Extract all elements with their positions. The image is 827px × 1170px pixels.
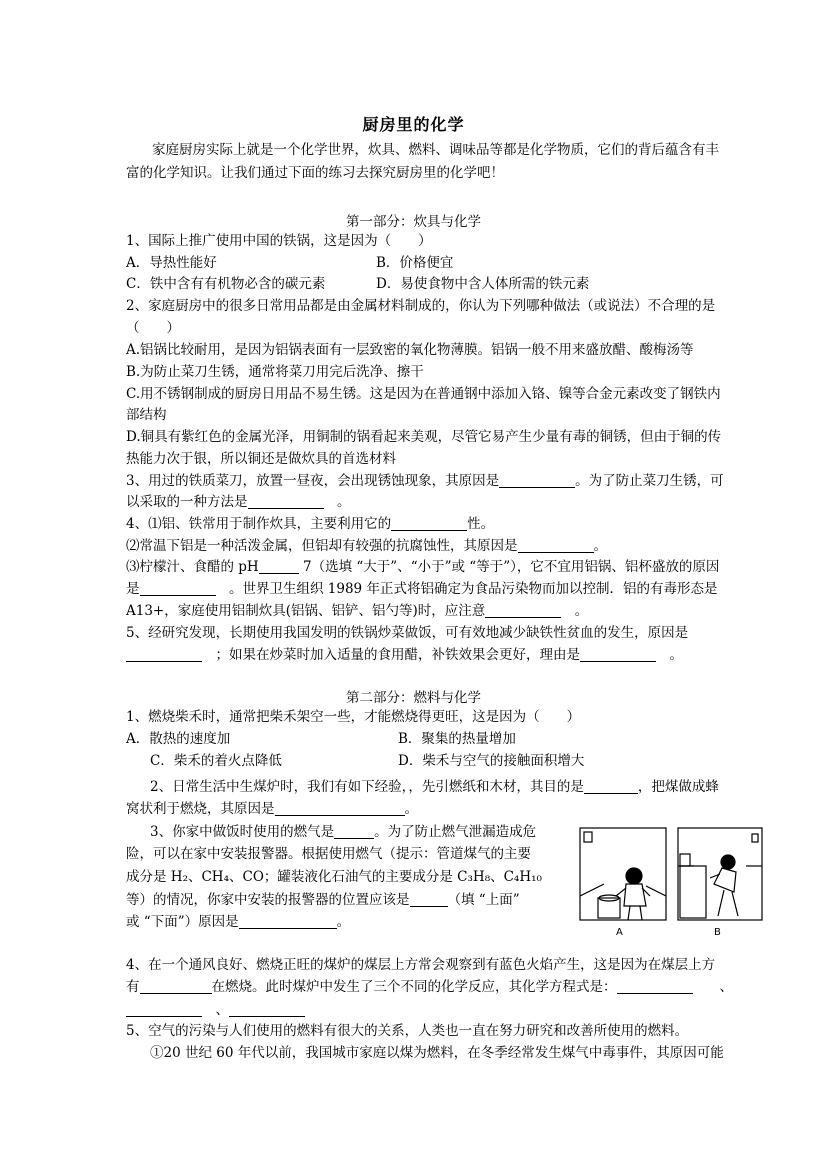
answer-blank[interactable] xyxy=(391,516,467,531)
p2-q1-option-d: D．柴禾与空气的接触面积增大 xyxy=(398,753,585,769)
answer-blank[interactable] xyxy=(140,581,216,596)
answer-blank[interactable] xyxy=(499,473,575,488)
p1-question-4-line3: ⑶柠檬汁、食醋的 pH 7（选填 “大于”、“小于”或 “等于”），它不宜用铝锅、铝杯盛放的原因 xyxy=(126,559,720,575)
p1-question-4-line5: A13+，家庭使用铝制炊具(铝锅、铝铲、铝勺等)时，应注意 。 xyxy=(126,603,589,619)
p1-q2-option-c-line2: 部结构 xyxy=(126,407,167,423)
p2-question-3-line5: 或 “下面”）原因是 。 xyxy=(126,914,351,930)
p1-q1-option-c: C．铁中含有有机物必含的碳元素 xyxy=(126,276,326,292)
p1-q2-paren: （ ） xyxy=(126,320,180,336)
answer-blank[interactable] xyxy=(259,559,299,574)
answer-blank[interactable] xyxy=(140,979,212,994)
p2-question-3-line3: 成分是 H₂、CH₄、CO；罐装液化石油气的主要成分是 C₃H₈、C₄H₁₀ xyxy=(126,869,542,885)
p2-q1-option-a: A．散热的速度加 xyxy=(126,731,231,747)
p1-q1-option-b: B．价格便宜 xyxy=(376,255,454,271)
p1-question-4-line2: ⑵常温下铝是一种活泼金属，但铝却有较强的抗腐蚀性，其原因是 。 xyxy=(126,538,607,554)
answer-blank[interactable] xyxy=(275,801,405,816)
p1-q1-option-a: A．导热性能好 xyxy=(126,255,217,271)
answer-blank[interactable] xyxy=(229,1002,305,1017)
part1-heading: 第一部分：炊具与化学 xyxy=(346,214,481,230)
answer-blank[interactable] xyxy=(485,603,561,618)
answer-blank[interactable] xyxy=(334,824,374,839)
part2-heading: 第二部分：燃料与化学 xyxy=(346,690,481,706)
p2-q1-option-c: C．柴禾的着火点降低 xyxy=(150,753,282,769)
answer-blank[interactable] xyxy=(410,892,448,907)
p2-q1-option-b: B．聚集的热量增加 xyxy=(398,731,516,747)
p1-q2-option-c-line1: C.用不锈钢制成的厨房日用品不易生锈。这是因为在普通钢中添加入铬、镍等合金元素改变了钢铁内 xyxy=(126,386,721,402)
p1-question-5-line1: 5、经研究发现，长期使用我国发明的铁锅炒菜做饭，可有效地减少缺铁性贫血的发生，原因是 xyxy=(126,625,689,641)
p2-question-4-line2: 有 在燃烧。此时煤炉中发生了三个不同的化学反应，其化学方程式是： 、 xyxy=(126,979,733,995)
page-title: 厨房里的化学 xyxy=(362,115,465,134)
p2-question-2-line2: 窝状利于燃烧，其原因是 。 xyxy=(126,801,418,817)
answer-blank[interactable] xyxy=(239,914,337,929)
answer-blank[interactable] xyxy=(518,538,594,553)
p1-question-4-line4: 是 。世界卫生组织 1989 年正式将铝确定为食品污染物而加以控制．铝的有毒形态是 xyxy=(126,581,718,597)
answer-blank[interactable] xyxy=(584,779,638,794)
answer-blank[interactable] xyxy=(126,1002,202,1017)
answer-blank[interactable] xyxy=(248,494,324,509)
intro-line-2: 富的化学知识。让我们通过下面的练习去探究厨房里的化学吧！ xyxy=(126,165,504,181)
answer-blank[interactable] xyxy=(580,647,656,662)
p1-question-1: 1、国际上推广使用中国的铁锅，这是因为（ ） xyxy=(126,233,432,249)
p2-question-4-line1: 4、在一个通风良好、燃烧正旺的煤炉的煤层上方常会观察到有蓝色火焰产生，这是因为在煤层上方 xyxy=(126,957,716,973)
kitchen-illustration xyxy=(576,826,766,936)
answer-blank[interactable] xyxy=(126,647,202,662)
p1-q2-option-a: A.铝锅比较耐用，是因为铝锅表面有一层致密的氧化物薄膜。铝锅一般不用来盛放醋、酸梅汤等 xyxy=(126,342,694,358)
p1-question-3-line2: 以采取的一种方法是 。 xyxy=(126,494,351,510)
p2-question-1: 1、燃烧柴禾时，通常把柴禾架空一些，才能燃烧得更旺，这是因为（ ） xyxy=(126,709,581,725)
p2-question-3-line4: 等）的情况，你家中安装的报警器的位置应该是 （填 “上面” xyxy=(126,892,520,908)
p1-question-5-line2: ；如果在炒菜时加入适量的食用醋，补铁效果会更好，理由是 。 xyxy=(126,645,683,665)
p2-question-5-line2: ①20 世纪 60 年代以前，我国城市家庭以煤为燃料，在冬季经常发生煤气中毒事件，其原因可能 xyxy=(150,1045,724,1061)
p2-question-3-line1: 3、你家中做饭时使用的燃气是 。为了防止燃气泄漏造成危 xyxy=(150,824,537,840)
gas-alarm-figure xyxy=(576,826,766,936)
p2-question-2-line1: 2、日常生活中生煤炉时，我们有如下经验，，先引燃纸和木材，其目的是 ，把煤做成蜂 xyxy=(150,779,719,795)
p1-q2-option-d-line2: 热能力次于银，所以铜还是做炊具的首选材料 xyxy=(126,451,396,467)
p1-question-2: 2、家庭厨房中的很多日常用品都是由金属材料制成的，你认为下列哪种做法（或说法）不合理的是 xyxy=(126,298,716,314)
p1-question-3-line1: 3、用过的铁质菜刀，放置一昼夜，会出现锈蚀现象，其原因是 。为了防止菜刀生锈，可 xyxy=(126,473,724,489)
p1-q2-option-b: B.为防止菜刀生锈，通常将菜刀用完后洗净、擦干 xyxy=(126,364,424,380)
p1-q1-option-d: D．易使食物中含人体所需的铁元素 xyxy=(376,276,590,292)
answer-blank[interactable] xyxy=(617,979,693,994)
p2-question-4-line3: 、 xyxy=(126,1000,305,1020)
figure-label-a: A xyxy=(616,927,623,938)
p1-question-4-line1: 4、⑴铝、铁常用于制作炊具，主要利用它的 性。 xyxy=(126,516,495,532)
p2-question-3-line2: 险，可以在家中安装报警器。根据使用燃气（提示：管道煤气的主要 xyxy=(126,846,531,862)
p2-question-5-line1: 5、空气的污染与人们使用的燃料有很大的关系，人类也一直在努力研究和改善所使用的燃料。 xyxy=(126,1023,689,1039)
p1-q2-option-d-line1: D.铜具有紫红色的金属光泽，用铜制的锅看起来美观，尽管它易产生少量有毒的铜锈，但由于铜的传 xyxy=(126,429,722,445)
intro-line-1: 家庭厨房实际上就是一个化学世界，炊具、燃料、调味品等都是化学物质，它们的背后蕴含有丰 xyxy=(152,142,719,158)
figure-label-b: B xyxy=(714,927,721,938)
